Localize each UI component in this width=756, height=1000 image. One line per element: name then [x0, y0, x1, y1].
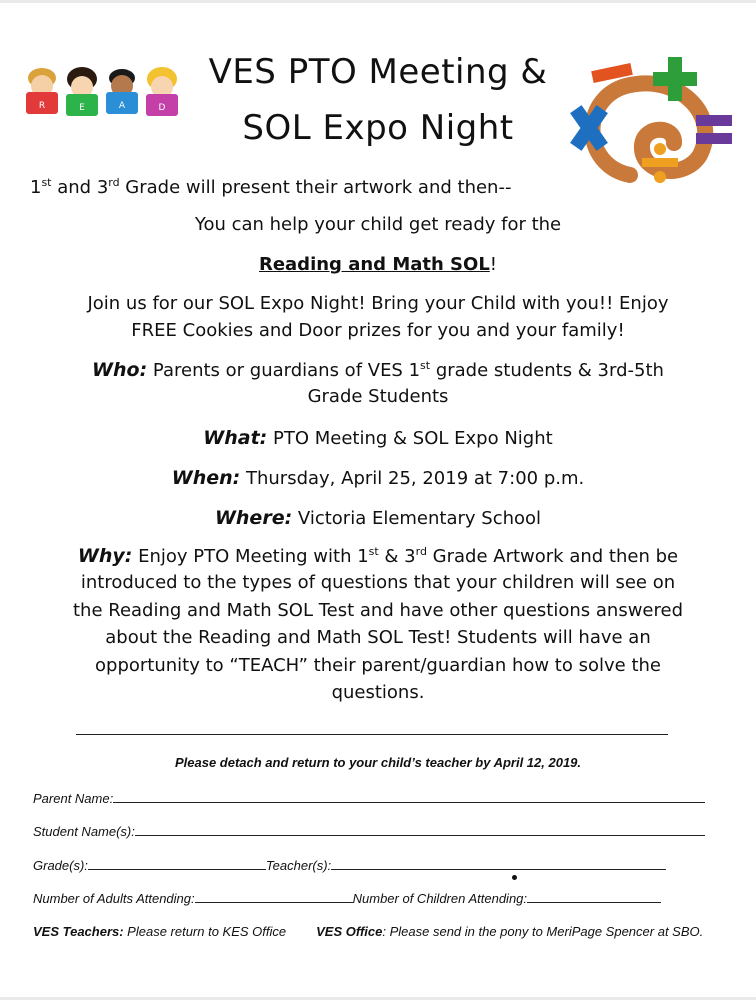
why-line-6: questions. — [331, 682, 425, 703]
student-names-label: Student Name(s): — [33, 824, 135, 839]
page-top-edge — [0, 0, 756, 3]
who-line: Who: Parents or guardians of VES 1st grade students & 3rd-5th — [92, 359, 664, 381]
parent-name-row — [33, 790, 705, 806]
adults-field[interactable] — [195, 890, 353, 903]
book-letter-a: A — [118, 101, 126, 111]
ves-teachers-text: Please return to KES Office — [123, 924, 287, 939]
where-label: Where: — [214, 507, 293, 529]
join-line-2: FREE Cookies and Door prizes for you and your family! — [131, 320, 625, 341]
why-line-5: opportunity to “TEACH” their parent/guardian how to solve the — [95, 655, 661, 676]
when-line: When: Thursday, April 25, 2019 at 7:00 p.m. — [171, 467, 585, 489]
book-letter-e: E — [79, 103, 85, 113]
why-label: Why: — [77, 545, 133, 567]
where-line: Where: Victoria Elementary School — [214, 507, 542, 529]
student-names-row — [33, 823, 705, 839]
detach-line — [76, 734, 668, 735]
adults-label: Number of Adults Attending: — [33, 891, 195, 906]
grade-teacher-row — [33, 857, 666, 873]
help-line: You can help your child get ready for the — [194, 214, 562, 235]
when-label: When: — [171, 467, 241, 489]
children-label: Number of Children Attending: — [352, 891, 528, 906]
ves-teachers-label: VES Teachers: — [33, 924, 124, 939]
title-line-1: VES PTO Meeting & — [208, 52, 548, 92]
what-line: What: PTO Meeting & SOL Expo Night — [203, 427, 553, 449]
why-line-1: Why: Enjoy PTO Meeting with 1st & 3rd Grade Artwork and then be — [77, 545, 679, 567]
detach-instructions: Please detach and return to your child’s teacher by April 12, 2019. — [174, 755, 582, 770]
reading-math-line: Reading and Math SOL! — [258, 254, 498, 275]
grades-field[interactable] — [88, 857, 266, 870]
why-line-4: about the Reading and Math SOL Test! Students will have an — [105, 627, 651, 648]
ves-office-text: : Please send in the pony to MeriPage Spencer at SBO. — [382, 924, 704, 939]
ves-office-label: VES Office — [316, 924, 383, 939]
who-line-2: Grade Students — [307, 386, 449, 407]
why-line-2: introduced to the types of questions that your children will see on — [80, 572, 676, 593]
parent-name-field[interactable] — [113, 790, 705, 803]
join-line-1: Join us for our SOL Expo Night! Bring your Child with you!! Enjoy — [87, 293, 669, 314]
attending-row — [33, 890, 661, 906]
book-letter-r: R — [38, 101, 46, 111]
office-notes-row — [33, 924, 703, 939]
reading-math-heading: Reading and Math SOL — [258, 254, 490, 275]
teachers-label: Teacher(s): — [265, 858, 332, 873]
teachers-field[interactable] — [331, 857, 666, 870]
what-label: What: — [203, 427, 268, 449]
stray-dot — [512, 875, 517, 880]
grades-label: Grade(s): — [33, 858, 88, 873]
parent-name-label: Parent Name: — [33, 791, 114, 806]
intro-line: 1st and 3rd Grade will present their artwork and then-- — [30, 176, 512, 198]
student-names-field[interactable] — [135, 823, 705, 836]
title-line-2: SOL Expo Night — [242, 108, 514, 148]
children-field[interactable] — [527, 890, 661, 903]
who-label: Who: — [92, 359, 148, 381]
book-letter-d: D — [158, 103, 166, 113]
why-line-3: the Reading and Math SOL Test and have other questions answered — [72, 600, 684, 621]
